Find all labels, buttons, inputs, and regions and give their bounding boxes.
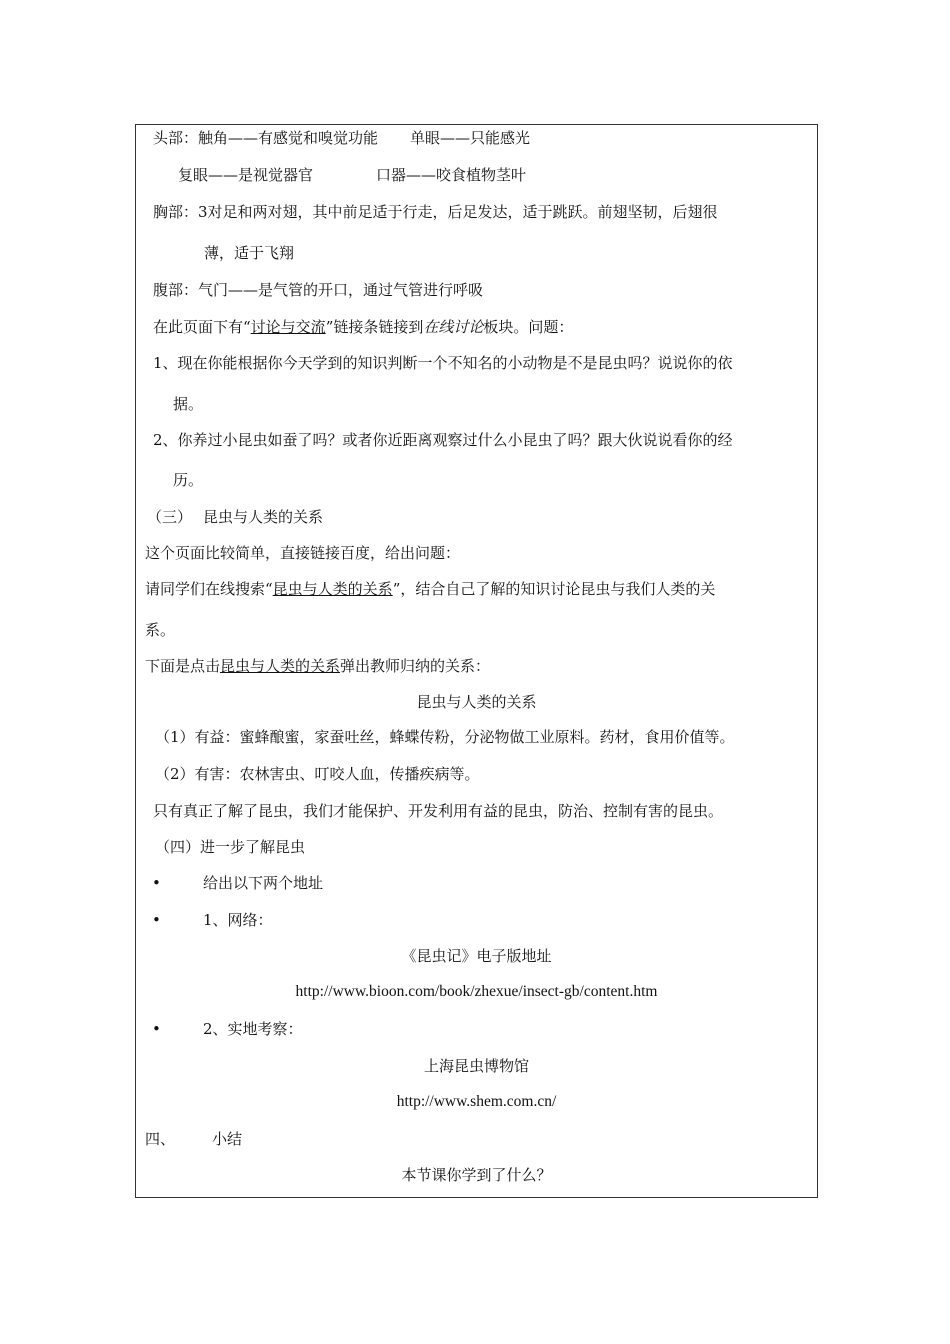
question-1: 1、现在你能根据你今天学到的知识判断一个不知名的小动物是不是昆虫吗？说说你的依 [153, 354, 733, 372]
mouthparts-text: 口器——咬食植物茎叶 [376, 166, 527, 184]
bullet-icon: • [152, 1020, 161, 1038]
insect-book-title: 《昆虫记》电子版地址 [401, 947, 552, 965]
section-3-title: 昆虫与人类的关系 [203, 508, 324, 526]
addresses-intro: 给出以下两个地址 [203, 874, 324, 892]
summary-question: 本节课你学到了什么？ [401, 1166, 552, 1184]
relation-search-link[interactable]: 昆虫与人类的关系 [272, 580, 393, 598]
search-prompt [145, 579, 715, 599]
compound-eye-text: 复眼——是视觉器官 [178, 166, 314, 184]
insect-book-url[interactable]: http://www.bioon.com/book/zhexue/insect-gb/content.htm [295, 983, 658, 1000]
search-prompt-post: ”，结合自己了解的知识讨论昆虫与我们人类的关 [392, 580, 716, 598]
head-simple-eye-text: 单眼——只能感光 [410, 129, 531, 147]
teacher-summary-intro [145, 656, 490, 676]
field-trip-label: 2、实地考察： [203, 1020, 303, 1038]
teacher-summary-post: 弹出教师归纳的关系： [340, 657, 491, 675]
discussion-intro-pre: 在此页面下有“ [153, 318, 251, 336]
museum-url[interactable]: http://www.shem.com.cn/ [396, 1093, 557, 1110]
teacher-summary-pre: 下面是点击 [145, 657, 221, 675]
search-prompt-pre: 请同学们在线搜索“ [145, 580, 273, 598]
baidu-intro: 这个页面比较简单，直接链接百度，给出问题： [145, 544, 461, 562]
question-2: 2、你养过小昆虫如蚕了吗？或者你近距离观察过什么小昆虫了吗？跟大伙说说看你的经 [153, 431, 733, 449]
head-antenna-text: 头部：触角——有感觉和嗅觉功能 [153, 129, 379, 147]
search-prompt-cont: 系。 [145, 621, 176, 639]
relation-heading: 昆虫与人类的关系 [416, 693, 537, 711]
section-4-summary-number: 四、 [145, 1130, 176, 1148]
relation-popup-link[interactable]: 昆虫与人类的关系 [220, 657, 341, 675]
benefit-item: （1）有益：蜜蜂酿蜜，家蚕吐丝，蜂蝶传粉，分泌物做工业原料。药材，食用价值等。 [155, 728, 735, 746]
network-label: 1、网络： [203, 911, 273, 929]
museum-name: 上海昆虫博物馆 [423, 1057, 529, 1075]
thorax-text: 胸部：3对足和两对翅，其中前足适于行走，后足发达，适于跳跃。前翅坚韧，后翅很 [153, 203, 718, 221]
abdomen-text: 腹部：气门——是气管的开口，通过气管进行呼吸 [153, 281, 484, 299]
bullet-icon: • [152, 911, 161, 929]
section-3-number: （三） [147, 508, 193, 526]
bullet-icon: • [152, 874, 161, 892]
summary-title: 小结 [212, 1130, 243, 1148]
discussion-intro [153, 317, 573, 337]
question-2-cont: 历。 [173, 471, 204, 489]
discussion-link[interactable]: 讨论与交流 [250, 318, 326, 336]
question-1-cont: 据。 [173, 395, 204, 413]
harm-item: （2）有害：农林害虫、叮咬人血，传播疾病等。 [155, 765, 480, 783]
thorax-text-cont: 薄，适于飞翔 [204, 244, 295, 262]
discussion-intro-post: 板块。问题： [483, 318, 574, 336]
conclusion-text: 只有真正了解了昆虫，我们才能保护、开发利用有益的昆虫，防治、控制有害的昆虫。 [153, 802, 724, 820]
online-discussion-text: 在线讨论 [423, 318, 484, 336]
section-4-title: （四）进一步了解昆虫 [155, 838, 306, 856]
discussion-intro-mid: ”链接条链接到 [325, 318, 424, 336]
